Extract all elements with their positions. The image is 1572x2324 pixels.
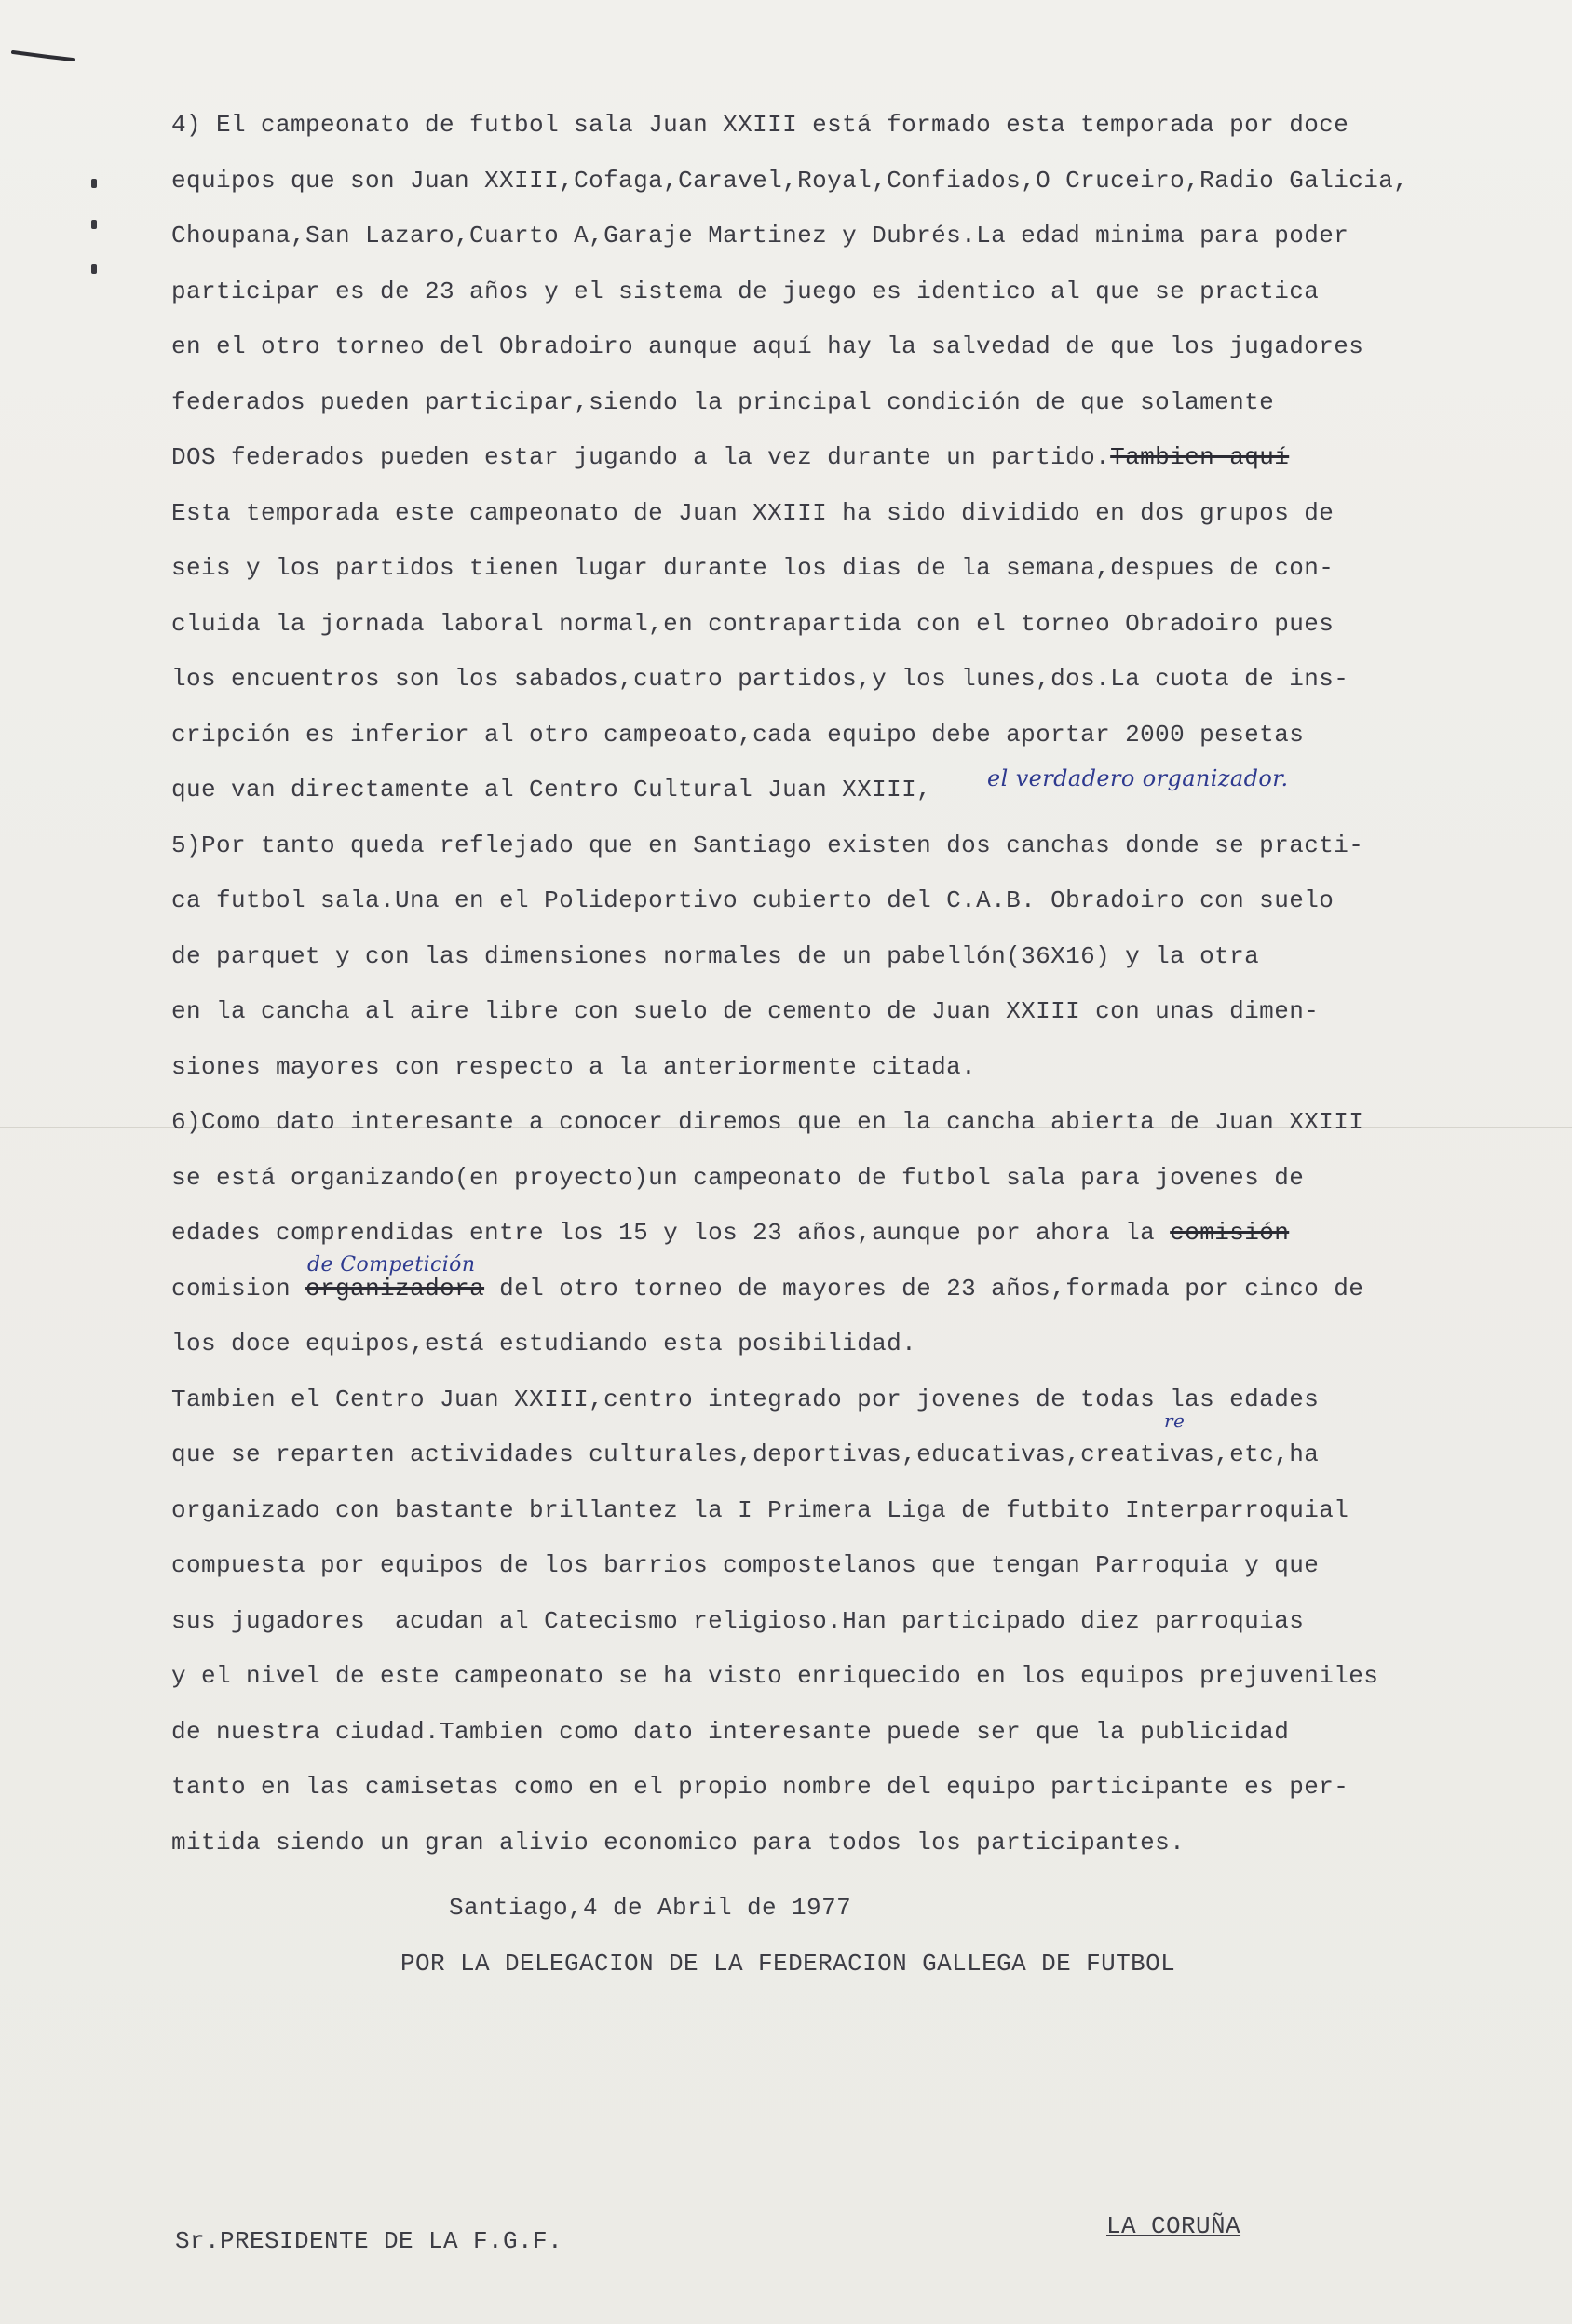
struck-text: comisión [1170,1219,1290,1247]
text-line: 6)Como dato interesante a conocer diremos que en la cancha abierta de Juan XXIII [171,1108,1364,1136]
text-line: Choupana,San Lazaro,Cuarto A,Garaje Martinez y Dubrés.La edad minima para poder [171,222,1349,250]
text-line: que van directamente al Centro Cultural Juan XXIII, [171,776,932,804]
text-line: 5)Por tanto queda reflejado que en Santiago existen dos canchas donde se practi- [171,831,1364,859]
punch-mark [91,179,97,188]
handwritten-annotation: de Competición [307,1253,476,1277]
text-line: sus jugadores acudan al Catecismo religioso.Han participado diez parroquias [171,1607,1305,1635]
text-line: DOS federados pueden estar jugando a la vez durante un partido.Tambien aquí [171,443,1290,471]
text-line: que se reparten actividades culturales,deportivas,educativas,creativas,etc,ha [171,1440,1320,1468]
text-line: cluida la jornada laboral normal,en contrapartida con el torneo Obradoiro pues [171,610,1335,638]
text-line: en la cancha al aire libre con suelo de cemento de Juan XXIII con unas dimen- [171,997,1320,1025]
text-line: se está organizando(en proyecto)un campeonato de futbol sala para jovenes de [171,1164,1305,1192]
struck-text: Tambien aquí [1110,443,1290,471]
text-line: seis y los partidos tienen lugar durante los dias de la semana,despues de con- [171,554,1335,582]
destination-city: LA CORUÑA [1106,2212,1241,2240]
struck-text: organizadora [305,1275,485,1303]
place-date: Santiago,4 de Abril de 1977 [449,1894,852,1922]
text-line: en el otro torneo del Obradoiro aunque aquí hay la salvedad de que los jugadores [171,332,1364,360]
text-line: equipos que son Juan XXIII,Cofaga,Caravel,Royal,Confiados,O Cruceiro,Radio Galicia, [171,167,1409,195]
text-line: comision organizadora del otro torneo de mayores de 23 años,formada por cinco de [171,1275,1364,1303]
text-line: federados pueden participar,siendo la principal condición de que solamente [171,388,1275,416]
text-line: ca futbol sala.Una en el Polideportivo cubierto del C.A.B. Obradoiro con suelo [171,886,1335,914]
handwritten-annotation: re [1164,1410,1186,1432]
text-line: tanto en las camisetas como en el propio nombre del equipo participante es per- [171,1773,1349,1801]
signature-line: POR LA DELEGACION DE LA FEDERACION GALLEGA DE FUTBOL [400,1950,1176,1978]
punch-mark [91,264,97,274]
text-line: Esta temporada este campeonato de Juan XXIII ha sido dividido en dos grupos de [171,499,1335,527]
text-line: de parquet y con las dimensiones normales de un pabellón(36X16) y la otra [171,942,1260,970]
handwritten-annotation: el verdadero organizador. [987,765,1289,791]
punch-mark [91,220,97,229]
text-line: los doce equipos,está estudiando esta posibilidad. [171,1330,917,1358]
addressee: Sr.PRESIDENTE DE LA F.G.F. [175,2227,563,2255]
text-line: siones mayores con respecto a la anteriormente citada. [171,1053,977,1081]
paper-clip-mark [11,48,76,61]
text-line: Tambien el Centro Juan XXIII,centro integrado por jovenes de todas las edades [171,1385,1320,1413]
text-line: mitida siendo un gran alivio economico para todos los participantes. [171,1829,1186,1857]
text-line: compuesta por equipos de los barrios compostelanos que tengan Parroquia y que [171,1551,1320,1579]
text-line: edades comprendidas entre los 15 y los 23 años,aunque por ahora la comisión [171,1219,1290,1247]
text-line: cripción es inferior al otro campeoato,cada equipo debe aportar 2000 pesetas [171,721,1305,749]
text-line: 4) El campeonato de futbol sala Juan XXIII está formado esta temporada por doce [171,111,1349,139]
text-line: organizado con bastante brillantez la I Primera Liga de futbito Interparroquial [171,1496,1349,1524]
text-line: los encuentros son los sabados,cuatro partidos,y los lunes,dos.La cuota de ins- [171,665,1349,693]
text-line: participar es de 23 años y el sistema de juego es identico al que se practica [171,277,1320,305]
text-line: de nuestra ciudad.Tambien como dato interesante puede ser que la publicidad [171,1718,1290,1746]
text-line: y el nivel de este campeonato se ha visto enriquecido en los equipos prejuveniles [171,1662,1379,1690]
